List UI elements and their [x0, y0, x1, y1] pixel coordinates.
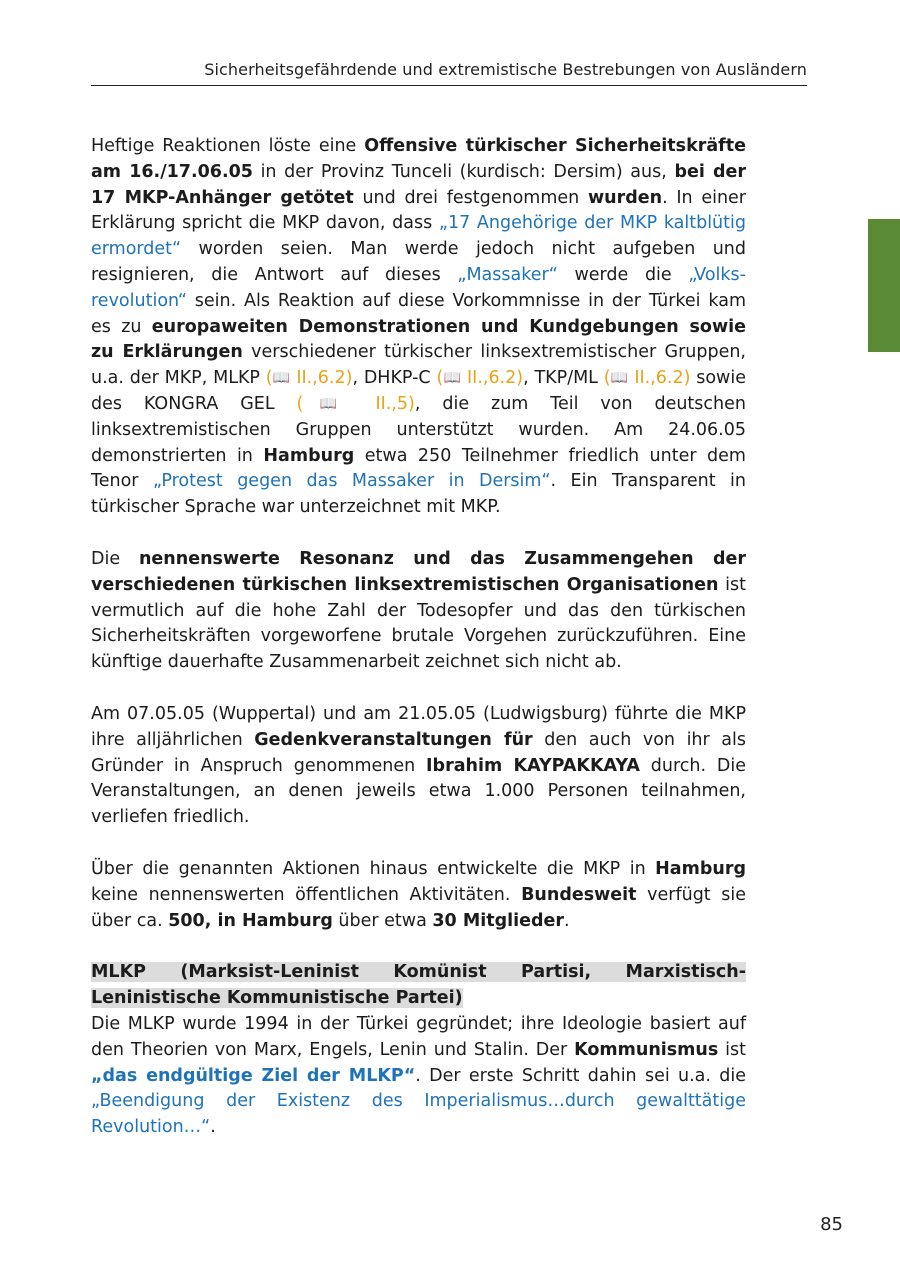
header-title: Sicherheitsgefährdende und extremistische Bestrebungen von Ausländern — [204, 60, 807, 79]
text: verschiedener türkischer linksextremistischer Gruppen, u.a. der MKP, MLKP — [91, 342, 746, 389]
quote: „Beendigung der Existenz des Imperialismus…durch gewalttätige Revolution…“ — [91, 1091, 746, 1138]
text: ist — [718, 1039, 746, 1060]
page-body — [91, 134, 746, 1141]
book-icon: 📖 — [443, 370, 462, 387]
text: über etwa — [332, 910, 433, 931]
paragraph-resonanz — [91, 547, 746, 676]
bold-text: Offensive türkischer Sicherheitskräfte am 16./17.06.05 — [91, 136, 747, 182]
paragraph-offensive-tunceli — [91, 134, 746, 521]
book-icon: 📖 — [303, 395, 354, 412]
text: in der Provinz Tunceli (kurdisch: Dersim) aus, — [252, 161, 675, 182]
text: Die MLKP wurde 1994 in der Türkei gegründet; ihre Ideologie basiert auf den Theorien von Marx, Engels, Lenin und Stalin. Der — [91, 1013, 746, 1060]
bold-quote: „das endgültige Ziel der MLKP“ — [91, 1065, 416, 1086]
chapter-tab-marker — [868, 219, 900, 352]
text: Heftige Reaktionen löste eine — [91, 136, 365, 156]
bold-text: bei der 17 MKP-Anhänger getötet — [91, 161, 747, 208]
text: . — [564, 910, 570, 931]
text: , die zum Teil von deutschen linksextremistischen Gruppen unterstützt wurden. Am 24.06.05 demonstrierten in — [91, 393, 746, 466]
bold-text: nennenswerte Resonanz und das Zusammengehen der verschiedenen türkischen linksextremistischen Organisationen — [91, 548, 746, 595]
bold-text: Ibrahim KAYPAKKAYA — [426, 755, 640, 776]
text: und drei festgenommen — [353, 187, 588, 208]
bold-text: europaweiten Demonstrationen und Kundgebungen sowie zu Erklärungen — [91, 316, 746, 363]
cross-reference-link[interactable]: (📖 II.,6.2) — [603, 368, 691, 389]
page-number: 85 — [820, 1214, 843, 1235]
text: den auch von ihr als Gründer in Anspruch genommenen — [91, 729, 746, 776]
reference-label: II.,6.2) — [634, 368, 691, 389]
text: ist vermutlich auf die hohe Zahl der Todesopfer und das den türkischen Sicherheitskräften vorgeworfene brutale Vorgehen zurückzuführen. Eine künftige dauerhafte Zusammenarbeit zeichnet sich nicht ab. — [91, 574, 746, 673]
text: keine nennenswerten öffentlichen Aktivitäten. — [91, 884, 522, 905]
book-icon: 📖 — [272, 370, 291, 387]
bold-text: Hamburg — [655, 858, 746, 879]
bold-text: 500, in Hamburg — [168, 910, 333, 931]
cross-reference-link[interactable]: (📖 II.,6.2) — [265, 368, 353, 389]
paragraph-gedenkveranstaltungen — [91, 702, 746, 831]
text: , TKP/ML — [523, 368, 604, 389]
paragraph-mlkp-intro — [91, 1012, 746, 1141]
bold-text: 30 Mitglieder — [432, 910, 565, 931]
reference-label: II.,6.2) — [296, 368, 353, 389]
book-icon: 📖 — [610, 370, 629, 387]
quote: „Volksrevolution“ — [91, 264, 746, 311]
text: sowie des KONGRA GEL — [91, 368, 746, 414]
text: Am 07.05.05 (Wuppertal) und am 21.05.05 (Ludwigsburg) führte die MKP ihre alljährlichen — [91, 703, 746, 750]
quote: „17 Angehörige der MKP kaltblütig ermordet“ — [91, 213, 746, 260]
text: werde die — [557, 264, 689, 285]
text: . Der erste Schritt dahin sei u.a. die — [415, 1065, 746, 1086]
bold-text: Kommunismus — [574, 1039, 719, 1060]
text: sein. Als Reaktion auf diese Vorkommnisse in der Türkei kam es zu — [91, 290, 746, 337]
quote: „Massaker“ — [457, 264, 558, 285]
text: etwa 250 Teilnehmer friedlich unter dem Tenor — [91, 445, 746, 492]
text: Die — [91, 548, 139, 569]
text: , DHKP-C — [352, 368, 437, 389]
text: . — [210, 1117, 216, 1138]
text: . Ein Transparent in türkischer Sprache war unterzeichnet mit MKP. — [91, 471, 747, 518]
text: verfügt sie über ca. — [91, 884, 746, 931]
paragraph-mitglieder — [91, 857, 746, 934]
reference-label: II.,6.2) — [467, 368, 524, 389]
text: . In einer Erklärung spricht die MKP davon, dass — [91, 187, 746, 234]
section-heading: MLKP (Marksist-Leninist Komünist Partisi, Marxistisch-Leninistische Kommunistische Partei) — [91, 962, 746, 1009]
reference-label: II.,5) — [375, 393, 415, 414]
text: durch. Die Veranstaltungen, an denen jeweils etwa 1.000 Personen teilnahmen, verliefen friedlich. — [91, 755, 746, 828]
cross-reference-link[interactable]: (📖 II.,5) — [296, 393, 415, 414]
bold-text: Gedenkveranstaltungen für — [254, 729, 533, 750]
bold-text: Bundesweit — [521, 884, 637, 905]
bold-text: Hamburg — [263, 445, 355, 466]
running-header — [91, 56, 807, 86]
section-mlkp — [91, 960, 746, 1141]
text: worden seien. Man werde jedoch nicht aufgeben und resignieren, die Antwort auf dieses — [91, 239, 746, 285]
bold-text: wurden — [587, 187, 663, 208]
cross-reference-link[interactable]: (📖 II.,6.2) — [436, 368, 524, 389]
text: Über die genannten Aktionen hinaus entwickelte die MKP in — [91, 858, 656, 879]
quote: „Protest gegen das Massaker in Dersim“ — [152, 471, 551, 492]
